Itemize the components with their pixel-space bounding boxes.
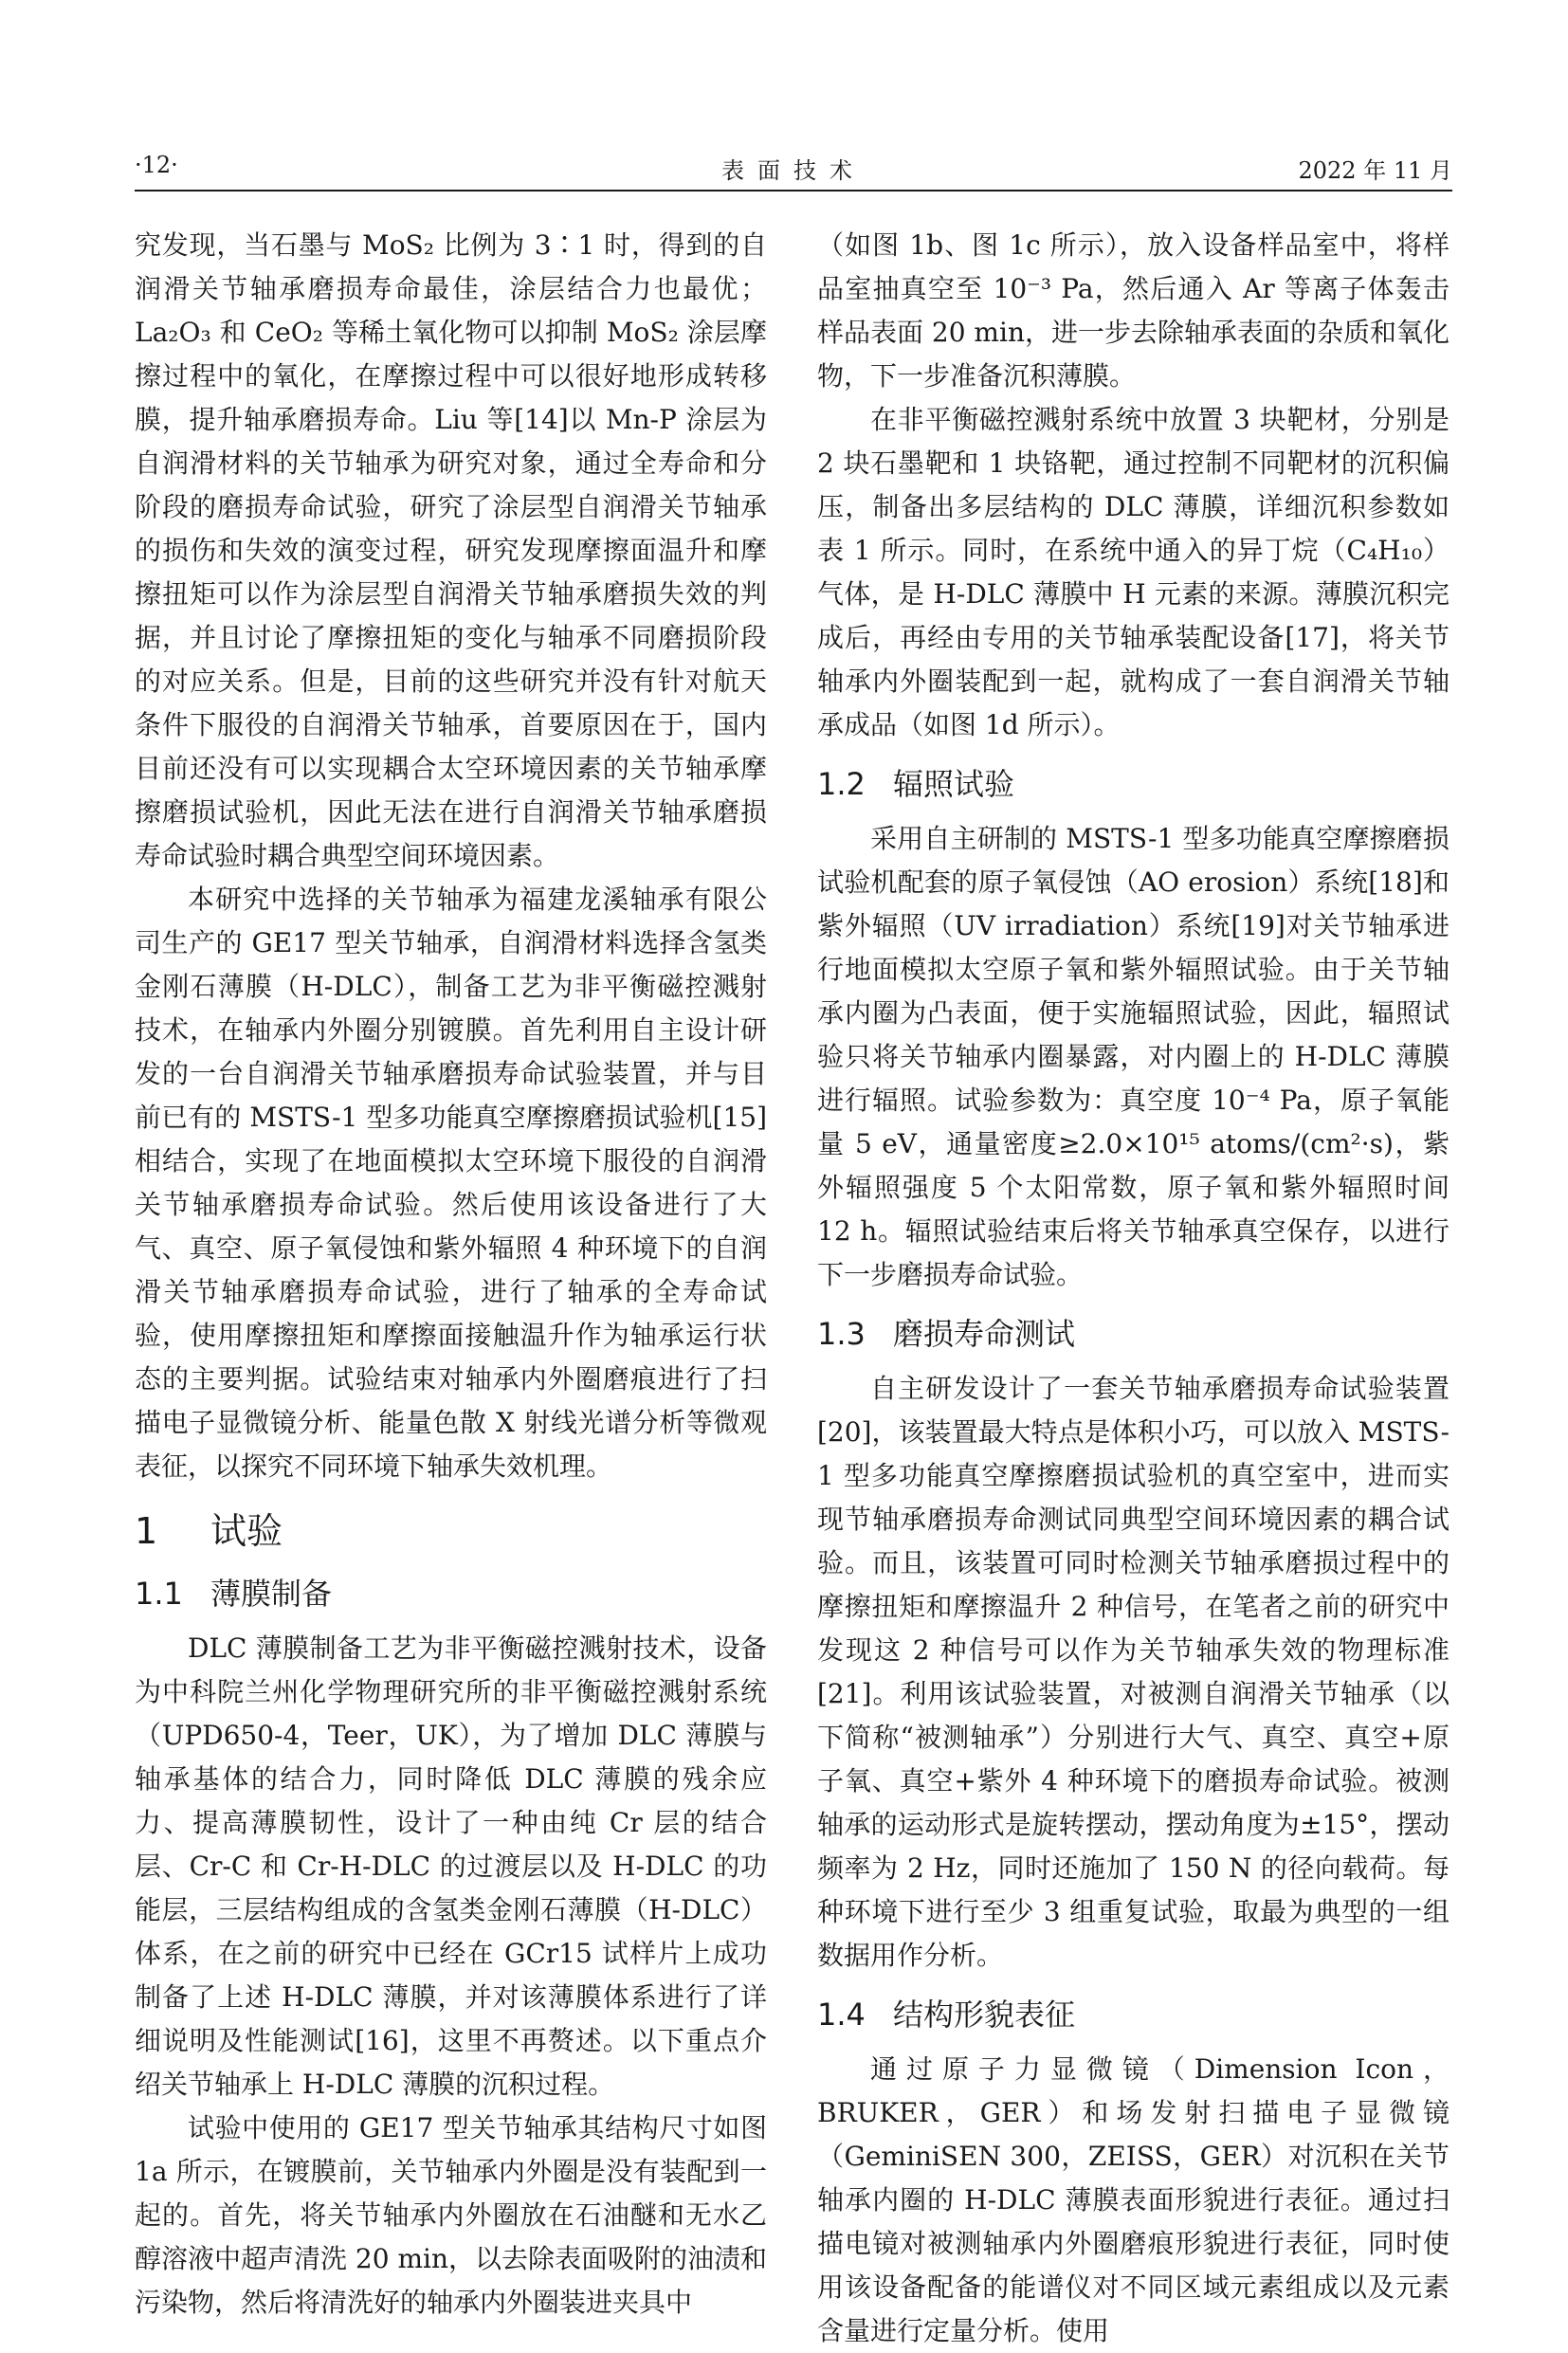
journal-title: 表面技术	[721, 157, 866, 184]
paragraph: 本研究中选择的关节轴承为福建龙溪轴承有限公司生产的 GE17 型关节轴承，自润滑材料选择含氢类金刚石薄膜（H-DLC），制备工艺为非平衡磁控溅射技术，在轴承内外圈分别镀膜。首先利用自主设计研发的一台自润滑关节轴承磨损寿命试验装置，并与目前已有的 MSTS-1 型多功能真空摩擦磨损试验机[15]相结合，实现了在地面模拟太空环境下服役的自润滑关节轴承磨损寿命试验。然后使用该设备进行了大气、真空、原子氧侵蚀和紫外辐照 4 种环境下的自润滑关节轴承磨损寿命试验，进行了轴承的全寿命试验，使用摩擦扭矩和摩擦面接触温升作为轴承运行状态的主要判据。试验结束对轴承内外圈磨痕进行了扫描电子显微镜分析、能量色散 X 射线光谱分析等微观表征，以探究不同环境下轴承失效机理。	[135, 884, 767, 1482]
section-title: 薄膜制备	[210, 1576, 333, 1612]
section-heading	[135, 1507, 767, 1555]
section-number: 1.1	[135, 1576, 183, 1612]
paragraph: 究发现，当石墨与 MoS₂ 比例为 3∶1 时，得到的自润滑关节轴承磨损寿命最佳，涂层结合力也最优；La₂O₃ 和 CeO₂ 等稀土氧化物可以抑制 MoS₂ 涂层摩擦过程中的氧化，在摩擦过程中可以很好地形成转移膜，提升轴承磨损寿命。Liu 等[14]以 Mn-P 涂层为自润滑材料的关节轴承为研究对象，通过全寿命和分阶段的磨损寿命试验，研究了涂层型自润滑关节轴承的损伤和失效的演变过程，研究发现摩擦面温升和摩擦扭矩可以作为涂层型自润滑关节轴承磨损失效的判据，并且讨论了摩擦扭矩的变化与轴承不同磨损阶段的对应关系。但是，目前的这些研究并没有针对航天条件下服役的自润滑关节轴承，首要原因在于，国内目前还没有可以实现耦合太空环境因素的关节轴承摩擦磨损试验机，因此无法在进行自润滑关节轴承磨损寿命试验时耦合典型空间环境因素。	[135, 229, 767, 871]
section-title: 结构形貌表征	[893, 1997, 1076, 2033]
section-number: 1.3	[817, 1316, 866, 1352]
page-number: ·12·	[135, 152, 178, 178]
paragraph: DLC 薄膜制备工艺为非平衡磁控溅射技术，设备为中科院兰州化学物理研究所的非平衡磁控溅射系统（UPD650-4，Teer，UK），为了增加 DLC 薄膜与轴承基体的结合力，同时降低 DLC 薄膜的残余应力、提高薄膜韧性，设计了一种由纯 Cr 层的结合层、Cr-C 和 Cr-H-DLC 的过渡层以及 H-DLC 的功能层，三层结构组成的含氢类金刚石薄膜（H-DLC）体系，在之前的研究中已经在 GCr15 试样片上成功制备了上述 H-DLC 薄膜，并对该薄膜体系进行了详细说明及性能测试[16]，这里不再赘述。以下重点介绍关节轴承上 H-DLC 薄膜的沉积过程。	[135, 1633, 767, 2100]
paragraph: 试验中使用的 GE17 型关节轴承其结构尺寸如图 1a 所示，在镀膜前，关节轴承内外圈是没有装配到一起的。首先，将关节轴承内外圈放在石油醚和无水乙醇溶液中超声清洗 20 min，以去除表面吸附的油渍和污染物，然后将清洗好的轴承内外圈装进夹具中	[135, 2112, 767, 2318]
section-title: 辐照试验	[893, 766, 1015, 802]
subsection-heading	[817, 1312, 1449, 1356]
section-number: 1	[135, 1510, 158, 1552]
subsection-heading	[817, 1993, 1449, 2036]
section-title: 磨损寿命测试	[893, 1316, 1076, 1352]
paragraph: 自主研发设计了一套关节轴承磨损寿命试验装置[20]，该装置最大特点是体积小巧，可以放入 MSTS-1 型多功能真空摩擦磨损试验机的真空室中，进而实现节轴承磨损寿命测试同典型空间环境因素的耦合试验。而且，该装置可同时检测关节轴承磨损过程中的摩擦扭矩和摩擦温升 2 种信号，在笔者之前的研究中发现这 2 种信号可以作为关节轴承失效的物理标准[21]。利用该试验装置，对被测自润滑关节轴承（以下简称“被测轴承”）分别进行大气、真空、真空+原子氧、真空+紫外 4 种环境下的磨损寿命试验。被测轴承的运动形式是旋转摆动，摆动角度为±15°，摆动频率为 2 Hz，同时还施加了 150 N 的径向载荷。每种环境下进行至少 3 组重复试验，取最为典型的一组数据用作分析。	[817, 1373, 1449, 1971]
section-title: 试验	[210, 1510, 283, 1552]
left-column	[135, 224, 767, 2325]
issue-date: 2022 年 11 月	[1298, 157, 1452, 184]
section-number: 1.4	[817, 1997, 866, 2033]
subsection-heading	[135, 1572, 767, 1615]
running-header	[135, 152, 1452, 186]
section-number: 1.2	[817, 766, 866, 802]
paragraph: 在非平衡磁控溅射系统中放置 3 块靶材，分别是 2 块石墨靶和 1 块铬靶，通过控制不同靶材的沉积偏压，制备出多层结构的 DLC 薄膜，详细沉积参数如表 1 所示。同时，在系统中通入的异丁烷（C₄H₁₀）气体，是 H-DLC 薄膜中 H 元素的来源。薄膜沉积完成后，再经由专用的关节轴承装配设备[17]，将关节轴承内外圈装配到一起，就构成了一套自润滑关节轴承成品（如图 1d 所示）。	[817, 404, 1449, 740]
subsection-heading	[817, 762, 1449, 806]
paragraph: 采用自主研制的 MSTS-1 型多功能真空摩擦磨损试验机配套的原子氧侵蚀（AO erosion）系统[18]和紫外辐照（UV irradiation）系统[19]对关节轴承进行地面模拟太空原子氧和紫外辐照试验。由于关节轴承内圈为凸表面，便于实施辐照试验，因此，辐照试验只将关节轴承内圈暴露，对内圈上的 H-DLC 薄膜进行辐照。试验参数为：真空度 10⁻⁴ Pa，原子氧能量 5 eV，通量密度≥2.0×10¹⁵ atoms/(cm²·s)，紫外辐照强度 5 个太阳常数，原子氧和紫外辐照时间 12 h。辐照试验结束后将关节轴承真空保存，以进行下一步磨损寿命试验。	[817, 823, 1449, 1290]
right-column	[817, 224, 1449, 2353]
paragraph: 通过原子力显微镜（Dimension Icon，BRUKER，GER）和场发射扫描电子显微镜（GeminiSEN 300，ZEISS，GER）对沉积在关节轴承内圈的 H-DLC 薄膜表面形貌进行表征。通过扫描电镜对被测轴承内外圈磨痕形貌进行表征，同时使用该设备配备的能谱仪对不同区域元素组成以及元素含量进行定量分析。使用	[817, 2053, 1449, 2346]
paragraph: （如图 1b、图 1c 所示），放入设备样品室中，将样品室抽真空至 10⁻³ Pa，然后通入 Ar 等离子体轰击样品表面 20 min，进一步去除轴承表面的杂质和氧化物，下一步准备沉积薄膜。	[817, 229, 1449, 392]
header-rule	[135, 190, 1452, 192]
